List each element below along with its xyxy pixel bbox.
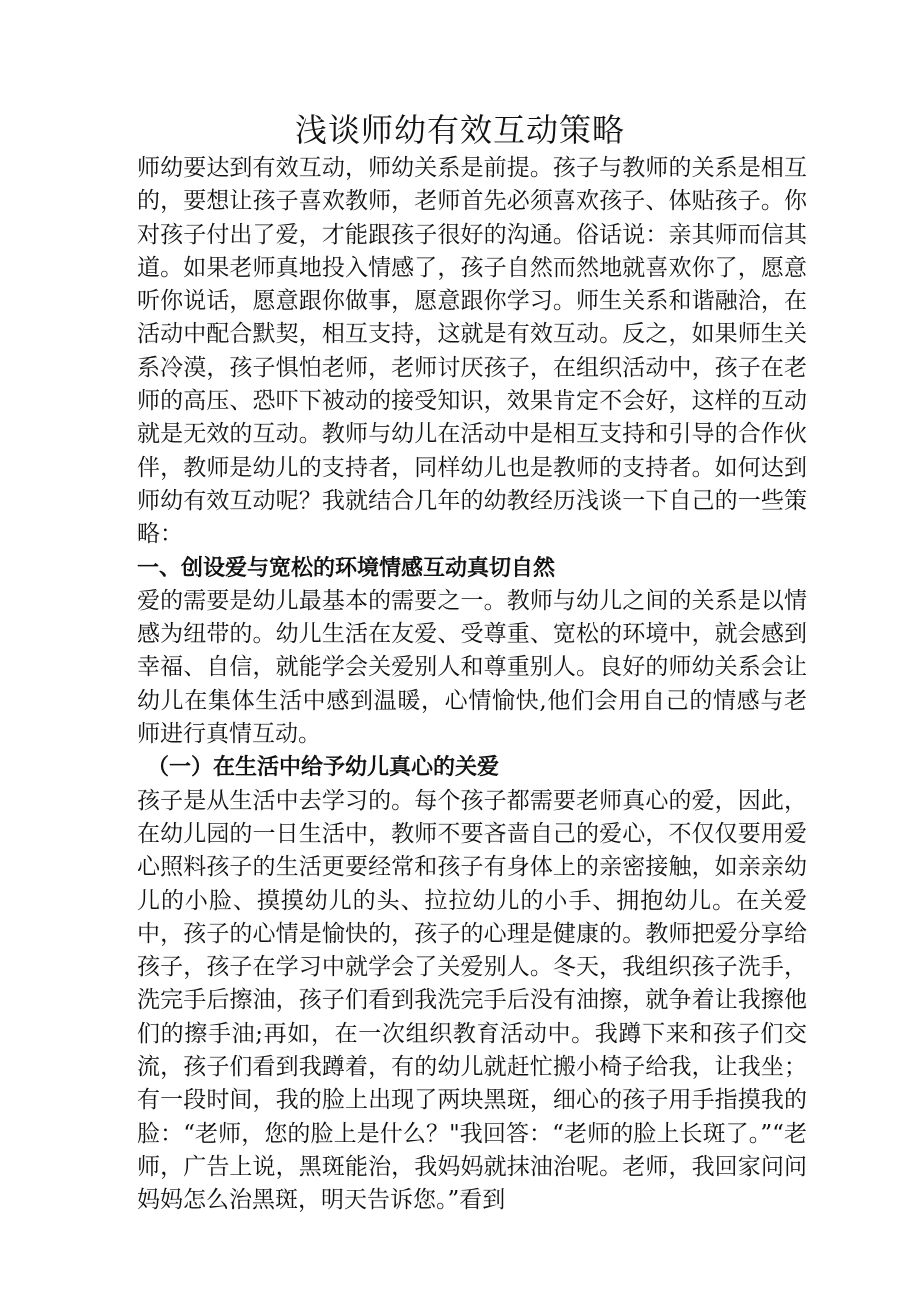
- intro-paragraph: 师幼要达到有效互动，师幼关系是前提。孩子与教师的关系是相互的，要想让孩子喜欢教师，老师首先必须喜欢孩子、体贴孩子。你对孩子付出了爱，才能跟孩子很好的沟通。俗话说：亲其师而信其道。如果老师真地投入情感了，孩子自然而然地就喜欢你了，愿意听你说话，愿意跟你做事，愿意跟你学习。师生关系和谐融洽，在活动中配合默契，相互支持，这就是有效互动。反之，如果师生关系冷漠，孩子惧怕老师，老师讨厌孩子，在组织活动中，孩子在老师的高压、恐吓下被动的接受知识，效果肯定不会好，这样的互动就是无效的互动。教师与幼儿在活动中是相互支持和引导的合作伙伴，教师是幼儿的支持者，同样幼儿也是教师的支持者。如何达到师幼有效互动呢？我就结合几年的幼教经历浅谈一下自己的一些策略：: [137, 155, 807, 548]
- section-heading-1: 一、创设爱与宽松的环境情感互动真切自然: [137, 555, 556, 581]
- subsection-heading-1: （一）在生活中给予幼儿真心的关爱: [147, 755, 500, 781]
- document-title: 浅谈师幼有效互动策略: [294, 111, 625, 149]
- section-1-paragraph: 爱的需要是幼儿最基本的需要之一。教师与幼儿之间的关系是以情感为纽带的。幼儿生活在友爱、受尊重、宽松的环境中，就会感到幸福、自信，就能学会关爱别人和尊重别人。良好的师幼关系会让幼儿在集体生活中感到温暖，心情愉快,他们会用自己的情感与老师进行真情互动。: [137, 587, 807, 748]
- document-body: [137, 152, 807, 1218]
- subsection-1-paragraph: 孩子是从生活中去学习的。每个孩子都需要老师真心的爱，因此，在幼儿园的一日生活中，教师不要吝啬自己的爱心，不仅仅要用爱心照料孩子的生活更要经常和孩子有身体上的亲密接触，如亲亲幼儿的小脸、摸摸幼儿的头、拉拉幼儿的小手、拥抱幼儿。在关爱中，孩子的心情是愉快的，孩子的心理是健康的。教师把爱分享给孩子，孩子在学习中就学会了关爱别人。冬天，我组织孩子洗手，洗完手后擦油，孩子们看到我洗完手后没有油擦，就争着让我擦他们的擦手油;再如，在一次组织教育活动中。我蹲下来和孩子们交流，孩子们看到我蹲着，有的幼儿就赶忙搬小椅子给我，让我坐；有一段时间，我的脸上出现了两块黑斑，细心的孩子用手指摸我的脸：“老师，您的脸上是什么？"我回答：“老师的脸上长斑了。”“老师，广告上说，黑斑能治，我妈妈就抹油治呢。老师，我回家问问妈妈怎么治黑斑，明天告诉您。”看到: [137, 787, 807, 1214]
